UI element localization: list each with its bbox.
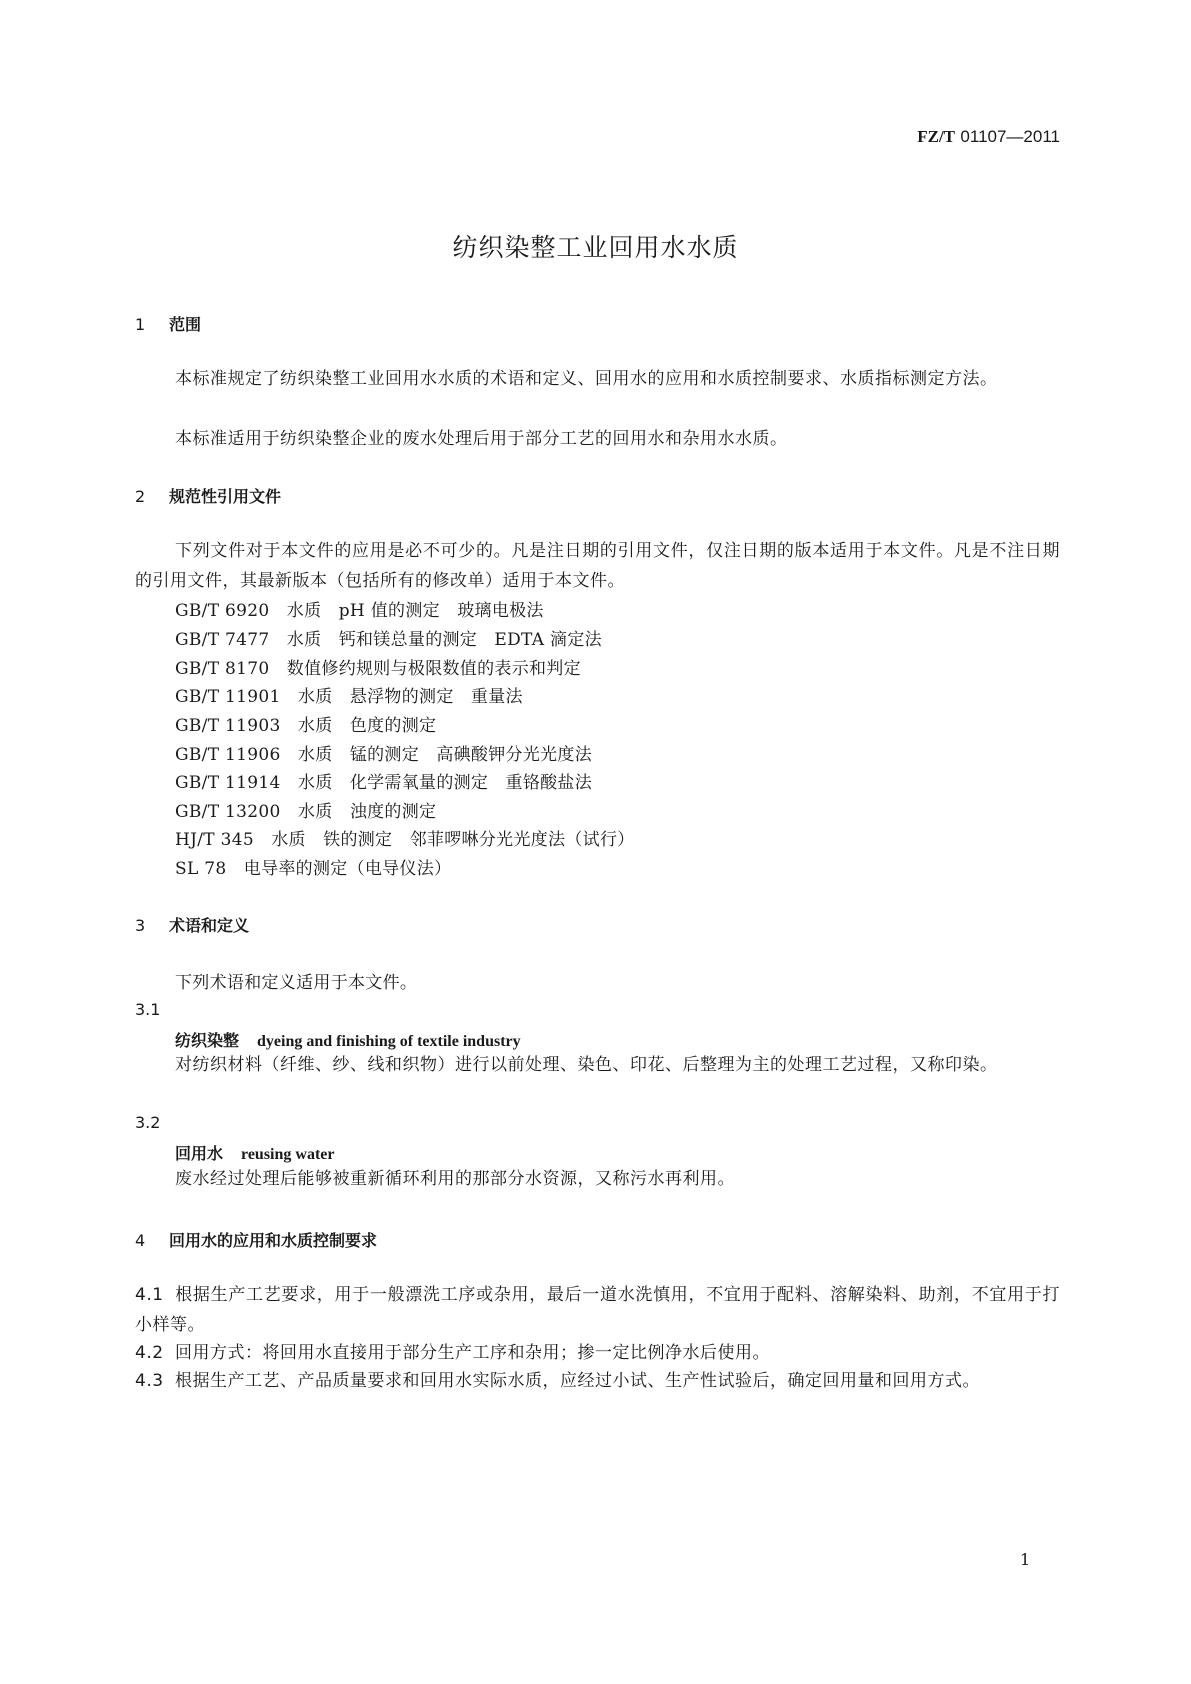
section-title: 规范性引用文件: [169, 487, 282, 506]
clause-number: 4.1: [135, 1285, 164, 1305]
requirement-4-1: [135, 1280, 1060, 1340]
term-definition: 废水经过处理后能够被重新循环利用的那部分水资源，又称污水再利用。: [175, 1169, 735, 1189]
section-number: 4: [135, 1231, 146, 1250]
reference-item: GB/T 8170 数值修约规则与极限数值的表示和判定: [175, 659, 581, 679]
section-2-heading: [135, 484, 281, 507]
term-english: reusing water: [241, 1146, 335, 1163]
reference-item: HJ/T 345 水质 铁的测定 邻菲啰啉分光光度法（试行）: [175, 830, 635, 850]
term-definition: 对纺织材料（纤维、纱、线和织物）进行以前处理、染色、印花、后整理为主的处理工艺过程，又称印染。: [175, 1055, 998, 1075]
terms-intro: 下列术语和定义适用于本文件。: [175, 973, 418, 993]
requirement-4-2: [135, 1338, 1060, 1368]
standard-number: [820, 127, 1060, 147]
reference-item: SL 78 电导率的测定（电导仪法）: [175, 859, 452, 879]
section-4-heading: [135, 1228, 377, 1251]
scope-paragraph-2: 本标准适用于纺织染整企业的废水处理后用于部分工艺的回用水和杂用水水质。: [175, 429, 788, 449]
clause-number: 4.2: [135, 1343, 164, 1363]
clause-number: 4.3: [135, 1371, 164, 1391]
section-3-heading: [135, 913, 249, 936]
document-title: 纺织染整工业回用水水质: [452, 233, 739, 262]
section-number: 3: [135, 916, 146, 935]
section-title: 回用水的应用和水质控制要求: [169, 1231, 378, 1250]
term-number: 3.2: [135, 1113, 161, 1132]
reference-item: GB/T 11903 水质 色度的测定: [175, 716, 437, 736]
reference-item: GB/T 7477 水质 钙和镁总量的测定 EDTA 滴定法: [175, 630, 602, 650]
section-number: 2: [135, 487, 146, 506]
term-chinese: 回用水: [175, 1144, 224, 1163]
term-chinese: 纺织染整: [175, 1031, 240, 1050]
requirement-4-3: [135, 1366, 1060, 1396]
scope-paragraph-1: 本标准规定了纺织染整工业回用水水质的术语和定义、回用水的应用和水质控制要求、水质指标测定方法。: [175, 369, 998, 389]
section-title: 术语和定义: [169, 916, 250, 935]
term-number: 3.1: [135, 1000, 161, 1019]
reference-item: GB/T 11901 水质 悬浮物的测定 重量法: [175, 687, 523, 707]
term-english: dyeing and finishing of textile industry: [257, 1033, 521, 1050]
clause-text: 根据生产工艺、产品质量要求和回用水实际水质，应经过小试、生产性试验后，确定回用量和回用方式。: [175, 1371, 980, 1391]
reference-item: GB/T 11906 水质 锰的测定 高碘酸钾分光光度法: [175, 745, 593, 765]
standard-prefix: FZ/T: [917, 127, 956, 146]
clause-text: 回用方式：将回用水直接用于部分生产工序和杂用；掺一定比例净水后使用。: [175, 1343, 770, 1363]
section-number: 1: [135, 315, 146, 334]
reference-item: GB/T 13200 水质 浊度的测定: [175, 802, 437, 822]
page-number: 1: [1020, 1550, 1031, 1569]
reference-item: GB/T 11914 水质 化学需氧量的测定 重铬酸盐法: [175, 773, 593, 793]
reference-item: GB/T 6920 水质 pH 值的测定 玻璃电极法: [175, 601, 544, 621]
references-intro: 下列文件对于本文件的应用是必不可少的。凡是注日期的引用文件，仅注日期的版本适用于本文件。凡是不注日期的引用文件，其最新版本（包括所有的修改单）适用于本文件。: [135, 541, 1060, 591]
term-entry: [175, 1141, 334, 1164]
section-1-heading: [135, 312, 201, 335]
clause-text: 根据生产工艺要求，用于一般漂洗工序或杂用，最后一道水洗慎用，不宜用于配料、溶解染料、助剂，不宜用于打小样等。: [135, 1285, 1060, 1335]
term-entry: [175, 1028, 521, 1051]
section-title: 范围: [169, 315, 202, 334]
standard-code: 01107—2011: [960, 127, 1060, 146]
